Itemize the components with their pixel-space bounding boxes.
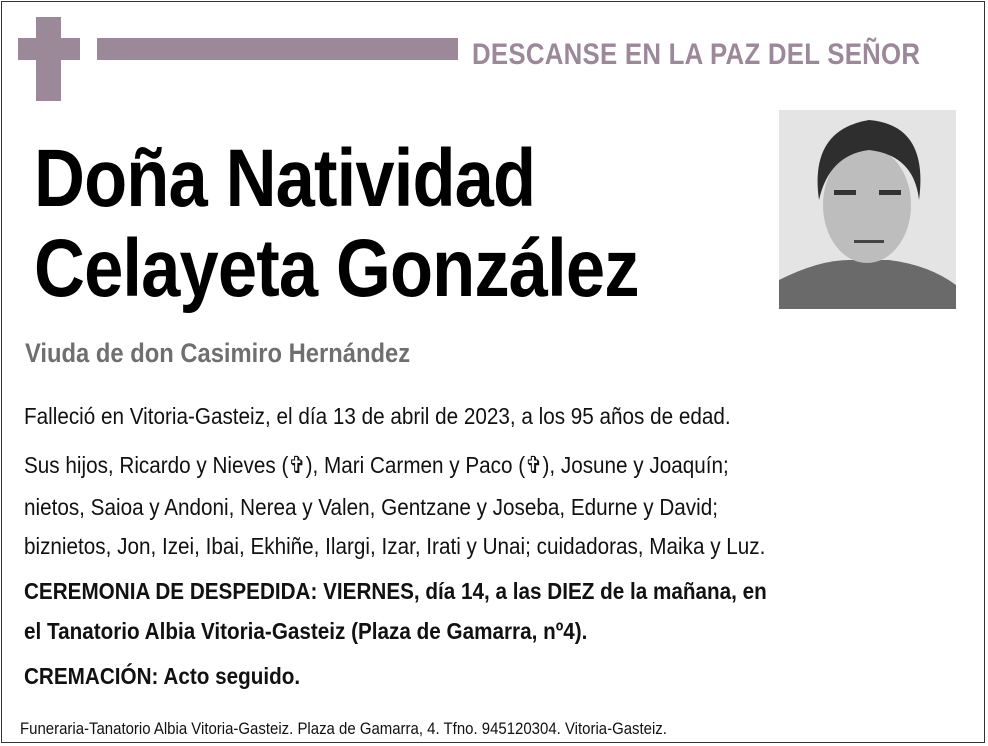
widow-of: Viuda de don Casimiro Hernández bbox=[25, 338, 411, 368]
family-line: nietos, Saioa y Andoni, Nerea y Valen, Gentzane y Joseba, Edurne y David; bbox=[24, 494, 718, 520]
portrait-photo bbox=[779, 110, 956, 309]
cross-horizontal bbox=[18, 38, 80, 60]
death-statement: Falleció en Vitoria-Gasteiz, el día 13 de abril de 2023, a los 95 años de edad. bbox=[24, 403, 731, 429]
header-rule bbox=[97, 38, 458, 60]
name-line-1: Doña Natividad bbox=[34, 133, 536, 224]
ceremony-line: CEREMONIA DE DESPEDIDA: VIERNES, día 14, a las DIEZ de la mañana, en bbox=[24, 578, 767, 604]
funeral-home-footer: Funeraria-Tanatorio Albia Vitoria-Gasteiz. Plaza de Gamarra, 4. Tfno. 945120304. Vitoria-Gasteiz. bbox=[20, 719, 667, 738]
cremation: CREMACIÓN: Acto seguido. bbox=[24, 663, 301, 689]
motto: DESCANSE EN LA PAZ DEL SEÑOR bbox=[472, 38, 921, 71]
family-line: Sus hijos, Ricardo y Nieves (✞), Mari Carmen y Paco (✞), Josune y Joaquín; bbox=[24, 452, 729, 478]
name-line-2: Celayeta González bbox=[34, 223, 639, 314]
family-line: biznietos, Jon, Izei, Ibai, Ekhiñe, Ilargi, Izar, Irati y Unai; cuidadoras, Maika y Luz. bbox=[24, 533, 766, 559]
ceremony-line: el Tanatorio Albia Vitoria-Gasteiz (Plaza de Gamarra, nº4). bbox=[24, 618, 588, 644]
